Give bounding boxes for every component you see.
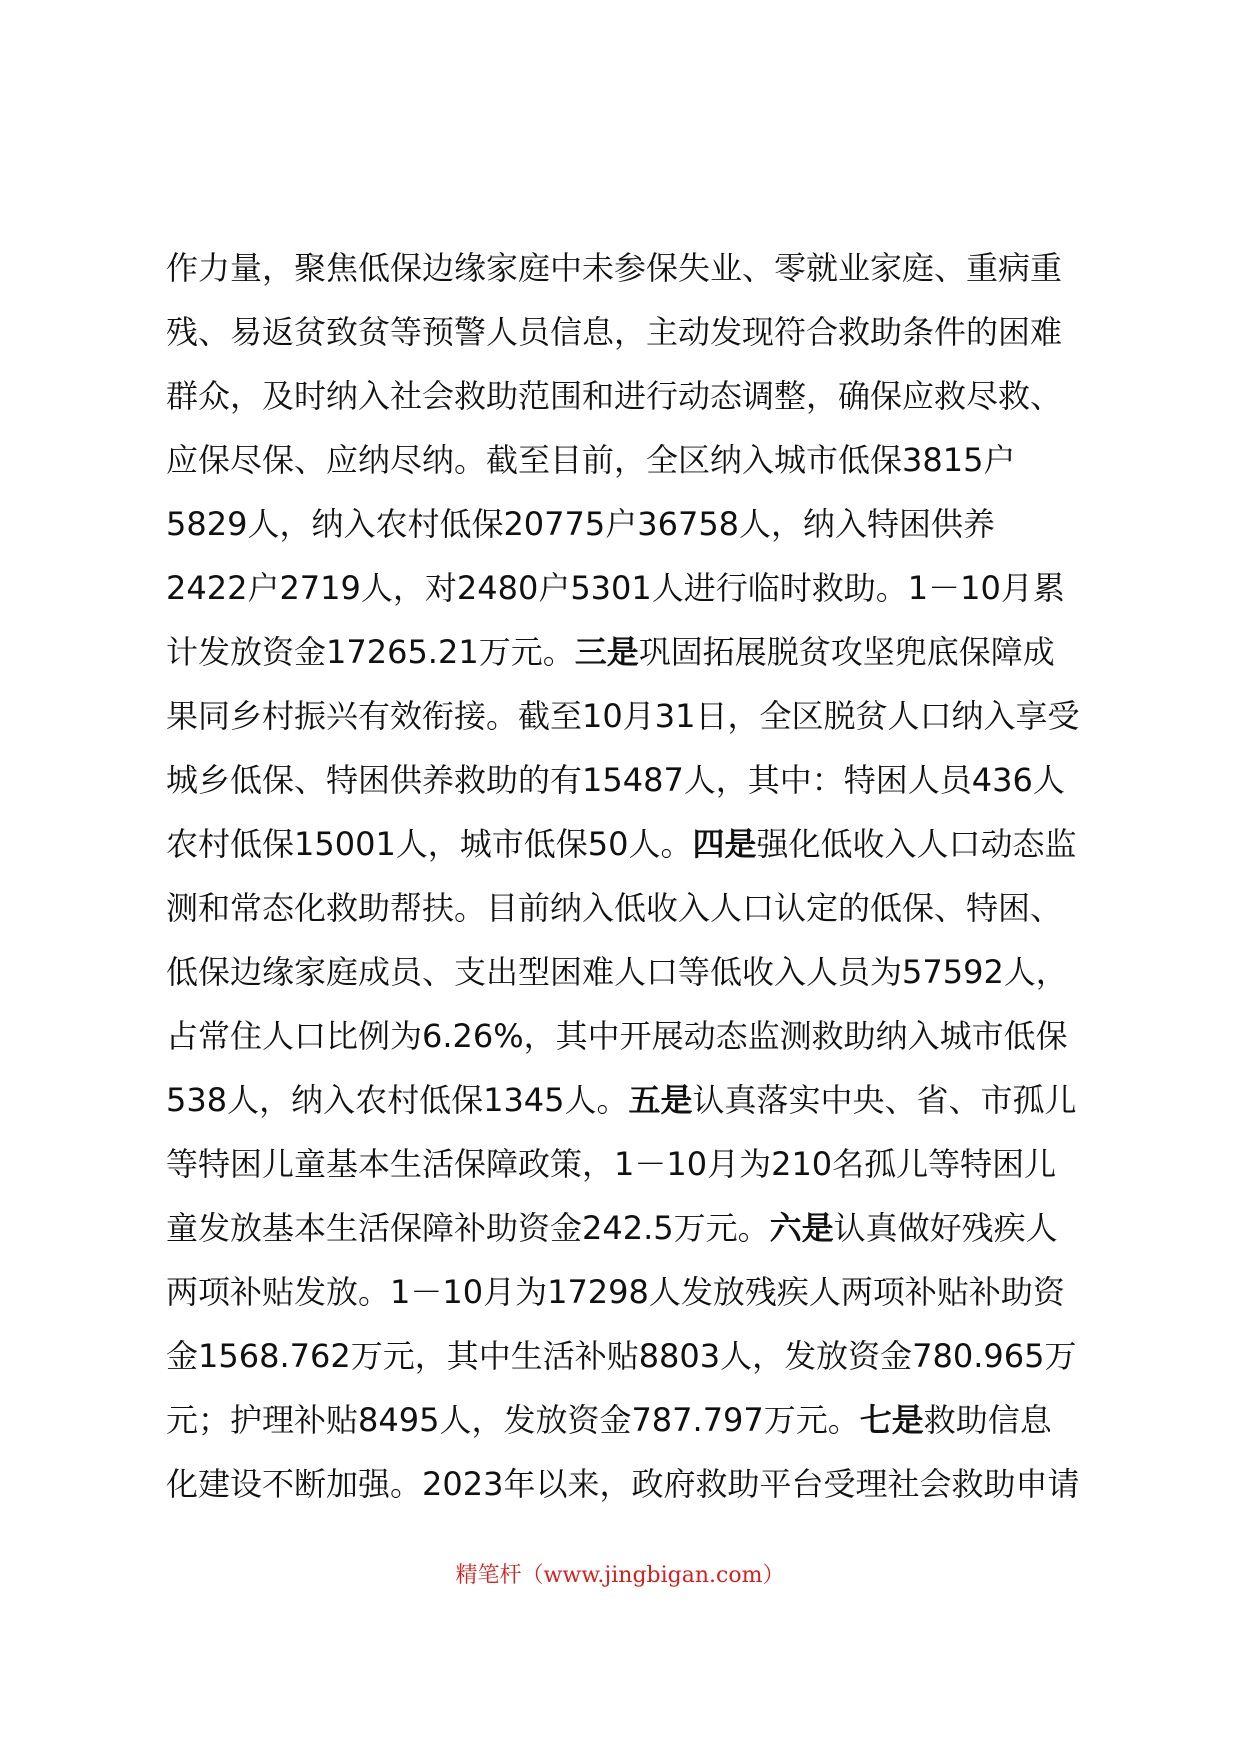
text-line: 等特困儿童基本生活保障政策，1－10月为210名孤儿等特困儿: [166, 1145, 1057, 1183]
bold-heading: 四是: [692, 825, 757, 863]
text-line: 童发放基本生活保障补助资金242.5万元。六是认真做好残疾人: [166, 1209, 1058, 1247]
bold-heading: 六是: [769, 1209, 834, 1247]
body-text: [166, 236, 1126, 1516]
text-line: 化建设不断加强。2023年以来，政府救助平台受理社会救助申请: [166, 1465, 1080, 1503]
text-line: 5829人，纳入农村低保20775户36758人，纳入特困供养: [166, 505, 996, 543]
text-line: 金1568.762万元，其中生活补贴8803人，发放资金780.965万: [166, 1337, 1077, 1375]
text-line: 计发放资金17265.21万元。三是巩固拓展脱贫攻坚兜底保障成: [166, 633, 1055, 671]
text-line: 城乡低保、特困供养救助的有15487人，其中：特困人员436人: [166, 761, 1065, 799]
bold-heading: 三是: [574, 633, 639, 671]
bold-heading: 五是: [628, 1081, 693, 1119]
text-line: 果同乡村振兴有效衔接。截至10月31日，全区脱贫人口纳入享受: [166, 697, 1080, 735]
text-line: 元；护理补贴8495人，发放资金787.797万元。七是救助信息: [166, 1401, 1052, 1439]
text-line: 低保边缘家庭成员、支出型困难人口等低收入人员为57592人，: [166, 953, 1068, 991]
text-line: 测和常态化救助帮扶。目前纳入低收入人口认定的低保、特困、: [166, 889, 1063, 927]
text-line: 2422户2719人，对2480户5301人进行临时救助。1－10月累: [166, 569, 1065, 607]
text-line: 应保尽保、应纳尽纳。截至目前，全区纳入城市低保3815户: [166, 441, 1016, 479]
bold-heading: 七是: [859, 1401, 924, 1439]
text-line: 残、易返贫致贫等预警人员信息，主动发现符合救助条件的困难: [166, 313, 1063, 351]
text-line: 538人，纳入农村低保1345人。五是认真落实中央、省、市孤儿: [166, 1081, 1077, 1119]
text-line: 两项补贴发放。1－10月为17298人发放残疾人两项补贴补助资: [166, 1273, 1065, 1311]
text-line: 作力量，聚焦低保边缘家庭中未参保失业、零就业家庭、重病重: [166, 249, 1063, 287]
text-line: 农村低保15001人，城市低保50人。四是强化低收入人口动态监: [166, 825, 1077, 863]
text-line: 群众，及时纳入社会救助范围和进行动态调整，确保应救尽救、: [166, 377, 1063, 415]
text-line: 占常住人口比例为6.26%，其中开展动态监测救助纳入城市低保: [166, 1017, 1068, 1055]
footer-watermark: 精笔杆（www.jingbigan.com）: [455, 1563, 785, 1588]
